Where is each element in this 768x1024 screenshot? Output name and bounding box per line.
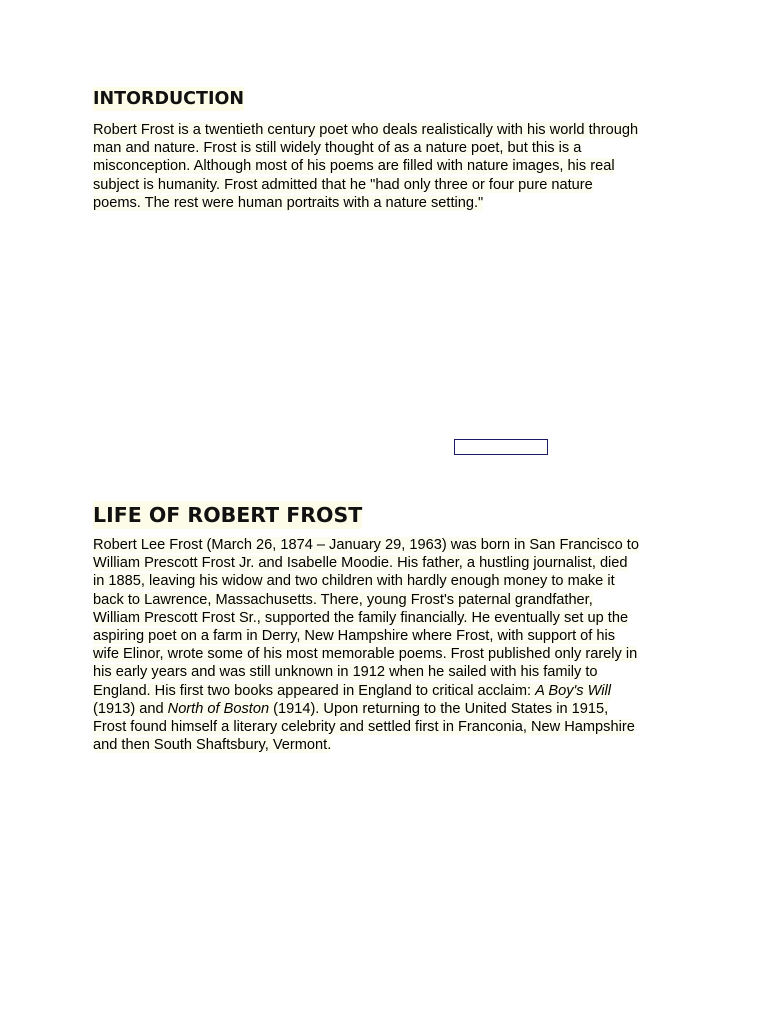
introduction-heading: INTORDUCTION — [93, 89, 244, 109]
text-line: Robert Lee Frost (March 26, 1874 – January 29, 1963) was born in San Francisco to — [93, 537, 639, 553]
text-line: Robert Frost is a twentieth century poet who deals realistically with his world through — [93, 122, 639, 138]
text-line: wife Elinor, wrote some of his most memorable poems. Frost published only rarely in — [93, 646, 638, 663]
book-title-north-of-boston: North of Boston — [167, 700, 270, 717]
text-line: man and nature. Frost is still widely thought of as a nature poet, but this is a — [93, 140, 582, 157]
introduction-section — [93, 87, 678, 212]
text-line: subject is humanity. Frost admitted that he "had only three or four pure nature — [93, 176, 593, 193]
text-line: (1914). Upon returning to the United States in 1915, — [269, 700, 609, 717]
life-heading: LIFE OF ROBERT FROST — [93, 503, 363, 527]
text-line: William Prescott Frost Jr. and Isabelle Moodie. His father, a hustling journalist, died — [93, 555, 628, 572]
book-title-a-boys-will: A Boy's Will — [535, 682, 611, 699]
text-line: poems. The rest were human portraits with a nature setting." — [93, 194, 484, 211]
text-line: back to Lawrence, Massachusetts. There, young Frost's paternal grandfather, — [93, 591, 593, 608]
life-paragraph — [93, 536, 678, 754]
text-line: Frost found himself a literary celebrity and settled first in Franconia, New Hampshire — [93, 719, 635, 736]
text-line: misconception. Although most of his poems are filled with nature images, his real — [93, 158, 615, 175]
text-line: his early years and was still unknown in 1912 when he sailed with his family to — [93, 664, 598, 681]
introduction-paragraph — [93, 121, 678, 212]
text-line: (1913) and — [93, 700, 168, 717]
text-line: England. His first two books appeared in England to critical acclaim: — [93, 682, 536, 699]
text-line: and then South Shaftsbury, Vermont. — [93, 737, 332, 754]
text-line: aspiring poet on a farm in Derry, New Hampshire where Frost, with support of his — [93, 628, 616, 645]
text-line: William Prescott Frost Sr., supported the family financially. He eventually set up the — [93, 609, 629, 626]
text-line: in 1885, leaving his widow and two children with hardly enough money to make it — [93, 573, 615, 590]
life-section — [93, 501, 678, 754]
empty-link-box[interactable] — [454, 439, 548, 455]
